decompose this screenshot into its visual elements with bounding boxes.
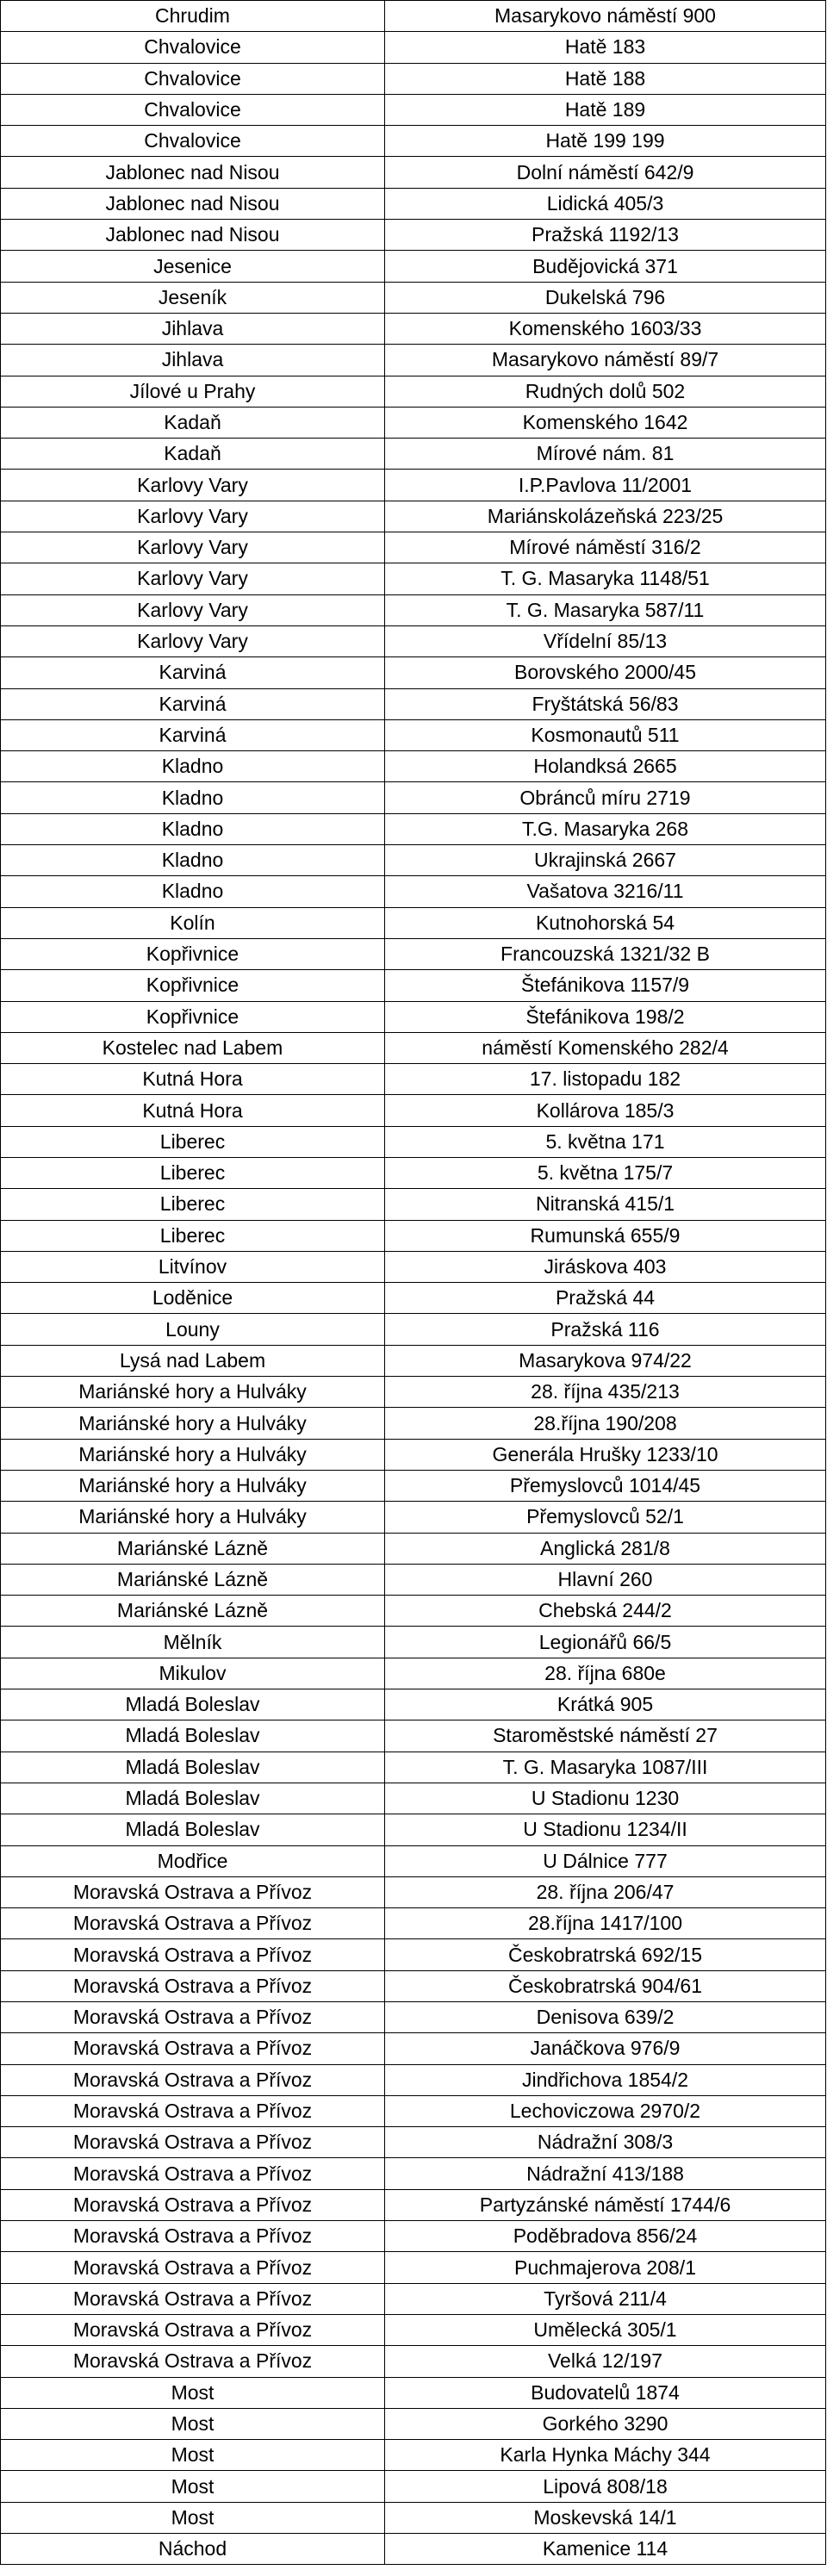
address-cell: Dolní náměstí 642/9: [385, 157, 826, 188]
city-cell: Moravská Ostrava a Přívoz: [1, 2221, 385, 2252]
city-cell: Liberec: [1, 1189, 385, 1220]
address-cell: náměstí Komenského 282/4: [385, 1032, 826, 1063]
table-row: [1, 1345, 826, 1376]
address-cell: Pražská 116: [385, 1314, 826, 1345]
table-row: [1, 1314, 826, 1345]
table-row: [1, 2064, 826, 2095]
table-row: [1, 1, 826, 32]
address-cell: Komenského 1642: [385, 407, 826, 438]
table-row: [1, 719, 826, 750]
address-cell: Karla Hynka Máchy 344: [385, 2440, 826, 2471]
address-cell: Puchmajerova 208/1: [385, 2252, 826, 2283]
address-cell: T. G. Masaryka 1148/51: [385, 563, 826, 594]
city-cell: Moravská Ostrava a Přívoz: [1, 2189, 385, 2220]
address-cell: Denisova 639/2: [385, 2002, 826, 2033]
table-row: [1, 625, 826, 656]
address-cell: Hlavní 260: [385, 1564, 826, 1595]
city-cell: Kadaň: [1, 407, 385, 438]
table-row: [1, 1970, 826, 2001]
city-cell: Kopřivnice: [1, 970, 385, 1001]
table-row: [1, 188, 826, 219]
address-cell: 28. října 680e: [385, 1658, 826, 1689]
address-cell: Kosmonautů 511: [385, 719, 826, 750]
address-cell: 28.října 190/208: [385, 1408, 826, 1439]
city-cell: Chvalovice: [1, 32, 385, 63]
city-cell: Kladno: [1, 782, 385, 813]
address-cell: Hatě 189: [385, 94, 826, 125]
table-row: [1, 845, 826, 876]
address-cell: Obránců míru 2719: [385, 782, 826, 813]
city-cell: Mariánské Lázně: [1, 1533, 385, 1564]
address-cell: Masarykova 974/22: [385, 1345, 826, 1376]
table-row: [1, 2471, 826, 2502]
table-row: [1, 126, 826, 157]
address-cell: 5. května 175/7: [385, 1157, 826, 1188]
city-cell: Most: [1, 2502, 385, 2533]
address-cell: Velká 12/197: [385, 2346, 826, 2377]
table-row: [1, 938, 826, 969]
table-row: [1, 1283, 826, 1314]
table-row: [1, 1845, 826, 1876]
address-cell: Gorkého 3290: [385, 2408, 826, 2439]
address-cell: Hatě 183: [385, 32, 826, 63]
city-cell: Chvalovice: [1, 94, 385, 125]
address-cell: Přemyslovců 52/1: [385, 1502, 826, 1533]
table-row: [1, 282, 826, 313]
city-cell: Náchod: [1, 2534, 385, 2565]
city-cell: Karlovy Vary: [1, 563, 385, 594]
table-row: [1, 94, 826, 125]
table-row: [1, 2377, 826, 2408]
address-cell: Lechoviczowa 2970/2: [385, 2095, 826, 2126]
address-cell: Kutnohorská 54: [385, 907, 826, 938]
city-cell: Liberec: [1, 1126, 385, 1157]
table-row: [1, 2158, 826, 2189]
address-cell: Budějovická 371: [385, 251, 826, 282]
city-cell: Kladno: [1, 813, 385, 844]
table-row: [1, 1720, 826, 1752]
table-row: [1, 220, 826, 251]
city-cell: Mariánské Lázně: [1, 1564, 385, 1595]
table-row: [1, 1908, 826, 1939]
city-cell: Moravská Ostrava a Přívoz: [1, 2158, 385, 2189]
table-body: [1, 1, 826, 2565]
address-cell: Dukelská 796: [385, 282, 826, 313]
city-cell: Kladno: [1, 751, 385, 782]
table-row: [1, 2189, 826, 2220]
city-cell: Louny: [1, 1314, 385, 1345]
address-cell: 17. listopadu 182: [385, 1064, 826, 1095]
address-cell: T. G. Masaryka 587/11: [385, 594, 826, 625]
table-row: [1, 1408, 826, 1439]
address-cell: 28. října 435/213: [385, 1377, 826, 1408]
table-row: [1, 1032, 826, 1063]
table-row: [1, 1189, 826, 1220]
city-cell: Moravská Ostrava a Přívoz: [1, 1908, 385, 1939]
address-cell: 28.října 1417/100: [385, 1908, 826, 1939]
city-cell: Most: [1, 2471, 385, 2502]
address-cell: Rumunská 655/9: [385, 1220, 826, 1251]
address-cell: Janáčkova 976/9: [385, 2033, 826, 2064]
address-cell: Budovatelů 1874: [385, 2377, 826, 2408]
table-row: [1, 1377, 826, 1408]
table-row: [1, 1220, 826, 1251]
city-cell: Most: [1, 2440, 385, 2471]
city-cell: Mělník: [1, 1627, 385, 1658]
city-cell: Kolín: [1, 907, 385, 938]
address-cell: Přemyslovců 1014/45: [385, 1470, 826, 1501]
address-cell: Hatě 199 199: [385, 126, 826, 157]
city-cell: Moravská Ostrava a Přívoz: [1, 2346, 385, 2377]
address-cell: Krátká 905: [385, 1689, 826, 1720]
address-cell: Komenského 1603/33: [385, 313, 826, 344]
address-cell: Moskevská 14/1: [385, 2502, 826, 2533]
address-cell: Umělecká 305/1: [385, 2314, 826, 2345]
table-row: [1, 563, 826, 594]
city-cell: Mariánské hory a Hulváky: [1, 1408, 385, 1439]
table-row: [1, 2095, 826, 2126]
city-cell: Moravská Ostrava a Přívoz: [1, 1939, 385, 1970]
city-cell: Jablonec nad Nisou: [1, 157, 385, 188]
table-row: [1, 1752, 826, 1783]
address-cell: T.G. Masaryka 268: [385, 813, 826, 844]
table-row: [1, 2127, 826, 2158]
table-row: [1, 2440, 826, 2471]
city-cell: Mladá Boleslav: [1, 1720, 385, 1752]
table-row: [1, 1689, 826, 1720]
address-cell: Legionářů 66/5: [385, 1627, 826, 1658]
city-cell: Mariánské hory a Hulváky: [1, 1377, 385, 1408]
table-row: [1, 1564, 826, 1595]
address-cell: Generála Hrušky 1233/10: [385, 1439, 826, 1470]
address-cell: Masarykovo náměstí 900: [385, 1, 826, 32]
table-row: [1, 157, 826, 188]
address-cell: T. G. Masaryka 1087/III: [385, 1752, 826, 1783]
city-cell: Kutná Hora: [1, 1064, 385, 1095]
address-cell: Poděbradova 856/24: [385, 2221, 826, 2252]
table-row: [1, 1814, 826, 1845]
address-cell: Českobratrská 692/15: [385, 1939, 826, 1970]
table-row: [1, 407, 826, 438]
city-cell: Jablonec nad Nisou: [1, 220, 385, 251]
table-row: [1, 2221, 826, 2252]
city-cell: Mladá Boleslav: [1, 1783, 385, 1814]
table-row: [1, 907, 826, 938]
city-cell: Jeseník: [1, 282, 385, 313]
address-cell: Staroměstské náměstí 27: [385, 1720, 826, 1752]
address-cell: Mírové náměstí 316/2: [385, 532, 826, 563]
city-cell: Mikulov: [1, 1658, 385, 1689]
city-cell: Karviná: [1, 688, 385, 719]
table-row: [1, 470, 826, 501]
city-cell: Moravská Ostrava a Přívoz: [1, 2314, 385, 2345]
address-cell: Nádražní 308/3: [385, 2127, 826, 2158]
address-cell: Chebská 244/2: [385, 1596, 826, 1627]
table-row: [1, 2314, 826, 2345]
table-row: [1, 1627, 826, 1658]
table-row: [1, 1502, 826, 1533]
city-cell: Jesenice: [1, 251, 385, 282]
address-cell: Nádražní 413/188: [385, 2158, 826, 2189]
address-cell: Rudných dolů 502: [385, 376, 826, 407]
city-cell: Mladá Boleslav: [1, 1814, 385, 1845]
city-cell: Kostelec nad Labem: [1, 1032, 385, 1063]
city-cell: Mariánské hory a Hulváky: [1, 1470, 385, 1501]
city-cell: Karlovy Vary: [1, 625, 385, 656]
address-cell: I.P.Pavlova 11/2001: [385, 470, 826, 501]
city-cell: Moravská Ostrava a Přívoz: [1, 2095, 385, 2126]
address-cell: Jiráskova 403: [385, 1251, 826, 1282]
address-cell: Štefánikova 1157/9: [385, 970, 826, 1001]
address-cell: Masarykovo náměstí 89/7: [385, 345, 826, 376]
table-row: [1, 1939, 826, 1970]
city-cell: Moravská Ostrava a Přívoz: [1, 2002, 385, 2033]
city-cell: Kadaň: [1, 439, 385, 470]
address-cell: Partyzánské náměstí 1744/6: [385, 2189, 826, 2220]
address-cell: Hatě 188: [385, 63, 826, 94]
address-cell: Jindřichova 1854/2: [385, 2064, 826, 2095]
city-cell: Moravská Ostrava a Přívoz: [1, 1876, 385, 1907]
table-row: [1, 970, 826, 1001]
address-cell: U Stadionu 1230: [385, 1783, 826, 1814]
city-cell: Loděnice: [1, 1283, 385, 1314]
address-cell: U Dálnice 777: [385, 1845, 826, 1876]
table-row: [1, 1251, 826, 1282]
address-cell: Vřídelní 85/13: [385, 625, 826, 656]
address-cell: Anglická 281/8: [385, 1533, 826, 1564]
address-cell: Holandksá 2665: [385, 751, 826, 782]
address-cell: Pražská 44: [385, 1283, 826, 1314]
city-cell: Chrudim: [1, 1, 385, 32]
address-cell: Mírové nám. 81: [385, 439, 826, 470]
table-row: [1, 2408, 826, 2439]
city-cell: Karviná: [1, 657, 385, 688]
city-cell: Karlovy Vary: [1, 501, 385, 532]
table-row: [1, 2002, 826, 2033]
table-row: [1, 1596, 826, 1627]
address-cell: Českobratrská 904/61: [385, 1970, 826, 2001]
city-cell: Jihlava: [1, 345, 385, 376]
table-row: [1, 63, 826, 94]
table-row: [1, 1783, 826, 1814]
table-row: [1, 439, 826, 470]
city-cell: Liberec: [1, 1220, 385, 1251]
address-cell: Štefánikova 198/2: [385, 1001, 826, 1032]
address-cell: Lipová 808/18: [385, 2471, 826, 2502]
table-row: [1, 1126, 826, 1157]
city-cell: Moravská Ostrava a Přívoz: [1, 2127, 385, 2158]
table-row: [1, 1064, 826, 1095]
table-row: [1, 2502, 826, 2533]
city-cell: Kladno: [1, 845, 385, 876]
table-row: [1, 251, 826, 282]
city-cell: Karlovy Vary: [1, 470, 385, 501]
city-cell: Kopřivnice: [1, 938, 385, 969]
table-row: [1, 782, 826, 813]
table-row: [1, 1001, 826, 1032]
table-row: [1, 2534, 826, 2565]
table-row: [1, 376, 826, 407]
address-cell: 28. října 206/47: [385, 1876, 826, 1907]
city-cell: Moravská Ostrava a Přívoz: [1, 2283, 385, 2314]
table-row: [1, 751, 826, 782]
address-cell: Tyršová 211/4: [385, 2283, 826, 2314]
address-cell: Pražská 1192/13: [385, 220, 826, 251]
city-cell: Kopřivnice: [1, 1001, 385, 1032]
city-cell: Mariánské hory a Hulváky: [1, 1439, 385, 1470]
table-row: [1, 313, 826, 344]
city-cell: Moravská Ostrava a Přívoz: [1, 1970, 385, 2001]
city-cell: Kutná Hora: [1, 1095, 385, 1126]
city-cell: Karviná: [1, 719, 385, 750]
table-row: [1, 345, 826, 376]
address-cell: Ukrajinská 2667: [385, 845, 826, 876]
table-row: [1, 2283, 826, 2314]
table-row: [1, 2252, 826, 2283]
address-cell: Mariánskolázeňská 223/25: [385, 501, 826, 532]
address-cell: Francouzská 1321/32 B: [385, 938, 826, 969]
table-row: [1, 1533, 826, 1564]
table-row: [1, 1095, 826, 1126]
city-cell: Most: [1, 2408, 385, 2439]
table-row: [1, 813, 826, 844]
city-cell: Chvalovice: [1, 63, 385, 94]
city-cell: Chvalovice: [1, 126, 385, 157]
city-cell: Mladá Boleslav: [1, 1752, 385, 1783]
table-row: [1, 594, 826, 625]
city-cell: Jablonec nad Nisou: [1, 188, 385, 219]
table-row: [1, 657, 826, 688]
city-cell: Karlovy Vary: [1, 532, 385, 563]
table-row: [1, 688, 826, 719]
table-row: [1, 876, 826, 907]
table-row: [1, 1439, 826, 1470]
table-row: [1, 532, 826, 563]
address-cell: 5. května 171: [385, 1126, 826, 1157]
table-row: [1, 1470, 826, 1501]
city-cell: Kladno: [1, 876, 385, 907]
address-cell: Fryštátská 56/83: [385, 688, 826, 719]
address-cell: Lidická 405/3: [385, 188, 826, 219]
city-cell: Moravská Ostrava a Přívoz: [1, 2064, 385, 2095]
table-row: [1, 2346, 826, 2377]
city-cell: Most: [1, 2377, 385, 2408]
city-cell: Moravská Ostrava a Přívoz: [1, 2252, 385, 2283]
table-row: [1, 501, 826, 532]
table-row: [1, 1658, 826, 1689]
table-row: [1, 1157, 826, 1188]
city-cell: Jihlava: [1, 313, 385, 344]
address-cell: Kamenice 114: [385, 2534, 826, 2565]
city-cell: Mariánské Lázně: [1, 1596, 385, 1627]
address-cell: Kollárova 185/3: [385, 1095, 826, 1126]
city-cell: Karlovy Vary: [1, 594, 385, 625]
address-cell: Nitranská 415/1: [385, 1189, 826, 1220]
city-cell: Lysá nad Labem: [1, 1345, 385, 1376]
city-cell: Jílové u Prahy: [1, 376, 385, 407]
address-cell: Borovského 2000/45: [385, 657, 826, 688]
city-cell: Mariánské hory a Hulváky: [1, 1502, 385, 1533]
table-row: [1, 1876, 826, 1907]
city-cell: Liberec: [1, 1157, 385, 1188]
table-row: [1, 32, 826, 63]
city-cell: Litvínov: [1, 1251, 385, 1282]
city-cell: Mladá Boleslav: [1, 1689, 385, 1720]
table-row: [1, 2033, 826, 2064]
address-cell: U Stadionu 1234/II: [385, 1814, 826, 1845]
city-cell: Modřice: [1, 1845, 385, 1876]
city-cell: Moravská Ostrava a Přívoz: [1, 2033, 385, 2064]
address-cell: Vašatova 3216/11: [385, 876, 826, 907]
